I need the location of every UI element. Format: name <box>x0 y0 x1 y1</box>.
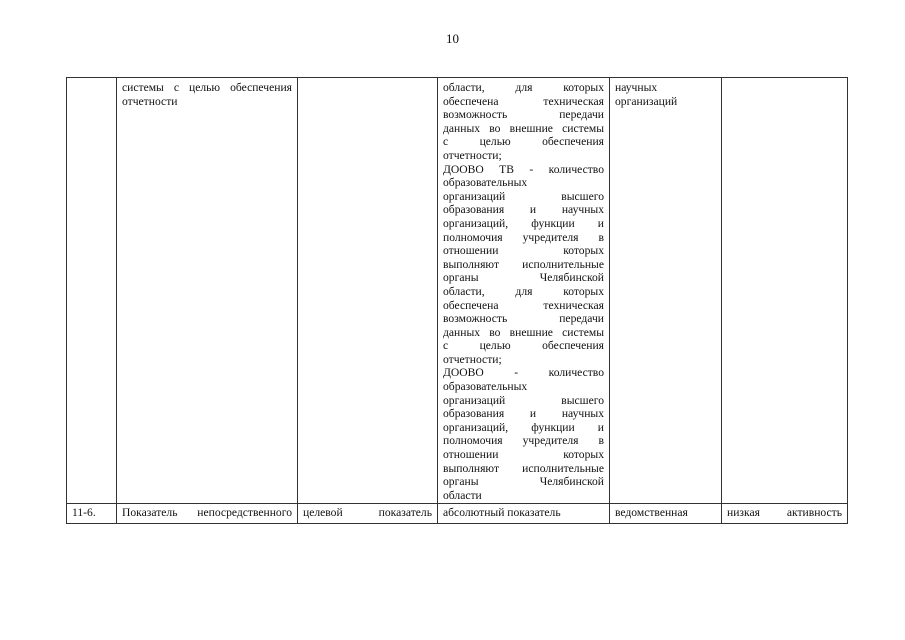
text-line: организаций, функции и <box>443 420 604 434</box>
cell-data-source: ведомственная <box>610 504 722 524</box>
text-line: данных во внешние системы <box>443 121 604 135</box>
text-line: отчетности; <box>443 148 502 162</box>
text-line: области, для которых <box>443 81 604 94</box>
indicator-table <box>66 77 848 524</box>
page-number: 10 <box>446 31 459 46</box>
cell-data-source <box>610 78 722 504</box>
text-line: ДООВО ТВ - количество <box>443 162 604 176</box>
text-line: области, для которых <box>443 284 604 298</box>
table-row <box>67 78 848 504</box>
text-line: возможность передачи <box>443 312 604 326</box>
text-line: ДООВО - количество <box>443 366 604 380</box>
text-line: отчетности <box>122 94 178 108</box>
cell-indicator-type: целевой показатель <box>298 504 438 524</box>
cell-indicator-name <box>117 78 298 504</box>
cell-number: 11-6. <box>67 504 117 524</box>
text-line: органы Челябинской <box>443 271 604 285</box>
text-line: организаций высшего <box>443 393 604 407</box>
cell-number <box>67 78 117 504</box>
text-line: образования и научных <box>443 203 604 217</box>
cell-indicator-name: Показатель непосредственного <box>117 504 298 524</box>
text-line: полномочия учредителя в <box>443 230 604 244</box>
text-line: выполняют исполнительные <box>443 461 604 475</box>
text-line: обеспечена техническая <box>443 94 604 108</box>
text-line: организаций <box>615 94 678 108</box>
text-line: организаций, функции и <box>443 216 604 230</box>
text-line: системы с целью обеспечения <box>122 81 292 94</box>
text-line: организаций высшего <box>443 189 604 203</box>
text-line: научных <box>615 81 658 94</box>
text-line: области <box>443 488 482 502</box>
text-line: полномочия учредителя в <box>443 434 604 448</box>
text-line: образовательных <box>443 380 528 394</box>
cell-indicator-type <box>298 78 438 504</box>
text-line: выполняют исполнительные <box>443 257 604 271</box>
text-line: с целью обеспечения <box>443 135 604 149</box>
text-line: возможность передачи <box>443 108 604 122</box>
cell-calculation-method: абсолютный показатель <box>438 504 610 524</box>
text-line: образования и научных <box>443 407 604 421</box>
text-line: данных во внешние системы <box>443 325 604 339</box>
cell-note: низкая активность <box>722 504 848 524</box>
cell-calculation-method <box>438 78 610 504</box>
text-line: отношении которых <box>443 448 604 462</box>
table-row <box>67 504 848 524</box>
text-line: обеспечена техническая <box>443 298 604 312</box>
cell-note <box>722 78 848 504</box>
text-line: отчетности; <box>443 352 502 366</box>
text-line: органы Челябинской <box>443 475 604 489</box>
text-line: образовательных <box>443 176 528 190</box>
text-line: с целью обеспечения <box>443 339 604 353</box>
text-line: отношении которых <box>443 244 604 258</box>
